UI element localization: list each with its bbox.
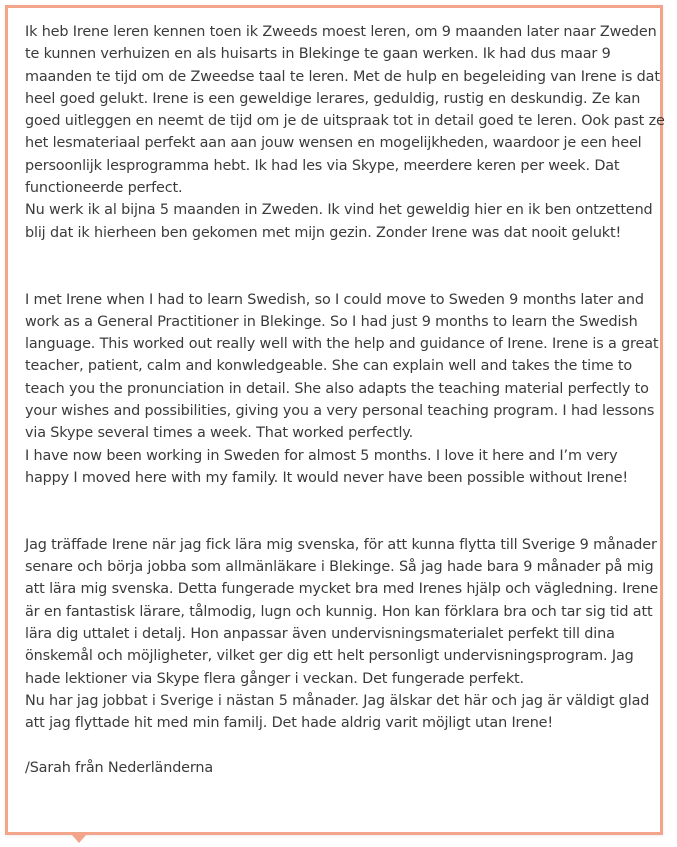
testimonial-english-paragraph-1: I met Irene when I had to learn Swedish, so I could move to Sweden 9 months later and work as a General Practitioner in Blekinge. So I had just 9 months to learn the Swedish language. This worked out really well with the help and guidance of Irene. Irene is a great teacher, patient, calm and konwledgeable. She can explain well and takes the time to teach you the pronunciation in detail. She also adapts the teaching material perfectly to your wishes and possibilities, giving you a very personal teaching program. I had lessons via Skype several times a week. That worked perfectly.	[25, 291, 659, 442]
signature-spacer	[25, 735, 665, 757]
speech-pointer	[72, 835, 86, 843]
testimonial-signature: /Sarah från Nederländerna	[25, 759, 214, 776]
testimonial-card	[5, 5, 663, 835]
testimonial-content	[25, 21, 665, 779]
testimonial-swedish-paragraph-1: Jag träffade Irene när jag fick lära mig svenska, för att kunna flytta till Sverige 9 månader senare och börja jobba som allmänläkare i Blekinge. Så jag hade bara 9 månader på mig att lära mig svenska. Detta fungerade mycket bra med Irenes hjälp och vägledning. Irene är en fantastisk lärare, tålmodig, lugn och kunnig. Hon kan förklara bra och tar sig tid att lära dig uttalet i detalj. Hon anpassar även undervisningsmaterialet perfekt till dina önskemål och möjligheter, vilket ger dig ett helt personligt undervisningsprogram. Jag hade lektioner via Skype flera gånger i veckan. Det fungerade perfekt.	[25, 536, 659, 687]
section-spacer	[25, 244, 665, 289]
section-spacer	[25, 489, 665, 534]
testimonial-dutch-paragraph-2: Nu werk ik al bijna 5 maanden in Zweden. Ik vind het geweldig hier en ik ben ontzettend blij dat ik hierheen ben gekomen met mijn gezin. Zonder Irene was dat nooit gelukt!	[25, 202, 653, 241]
testimonial-dutch-paragraph-1: Ik heb Irene leren kennen toen ik Zweeds moest leren, om 9 maanden later naar Zweden te kunnen verhuizen en als huisarts in Blekinge te gaan werken. Ik had dus maar 9 maanden te tijd om de Zweedse taal te leren. Met de hulp en begeleiding van Irene is dat heel goed gelukt. Irene is een geweldige lerares, geduldig, rustig en deskundig. Ze kan goed uitleggen en neemt de tijd om je de uitspraak tot in detail goed te leren. Ook past ze het lesmateriaal perfekt aan aan jouw wensen en mogelijkheden, waardoor je een heel persoonlijk lesprogramma hebt. Ik had les via Skype, meerdere keren per week. Dat functioneerde perfect.	[25, 24, 665, 197]
testimonial-swedish-paragraph-2: Nu har jag jobbat i Sverige i nästan 5 månader. Jag älskar det här och jag är väldigt glad att jag flyttade hit med min familj. Det hade aldrig varit möjligt utan Irene!	[25, 692, 650, 732]
testimonial-english-paragraph-2: I have now been working in Sweden for almost 5 months. I love it here and I’m very happy I moved here with my family. It would never have been possible without Irene!	[25, 447, 629, 486]
